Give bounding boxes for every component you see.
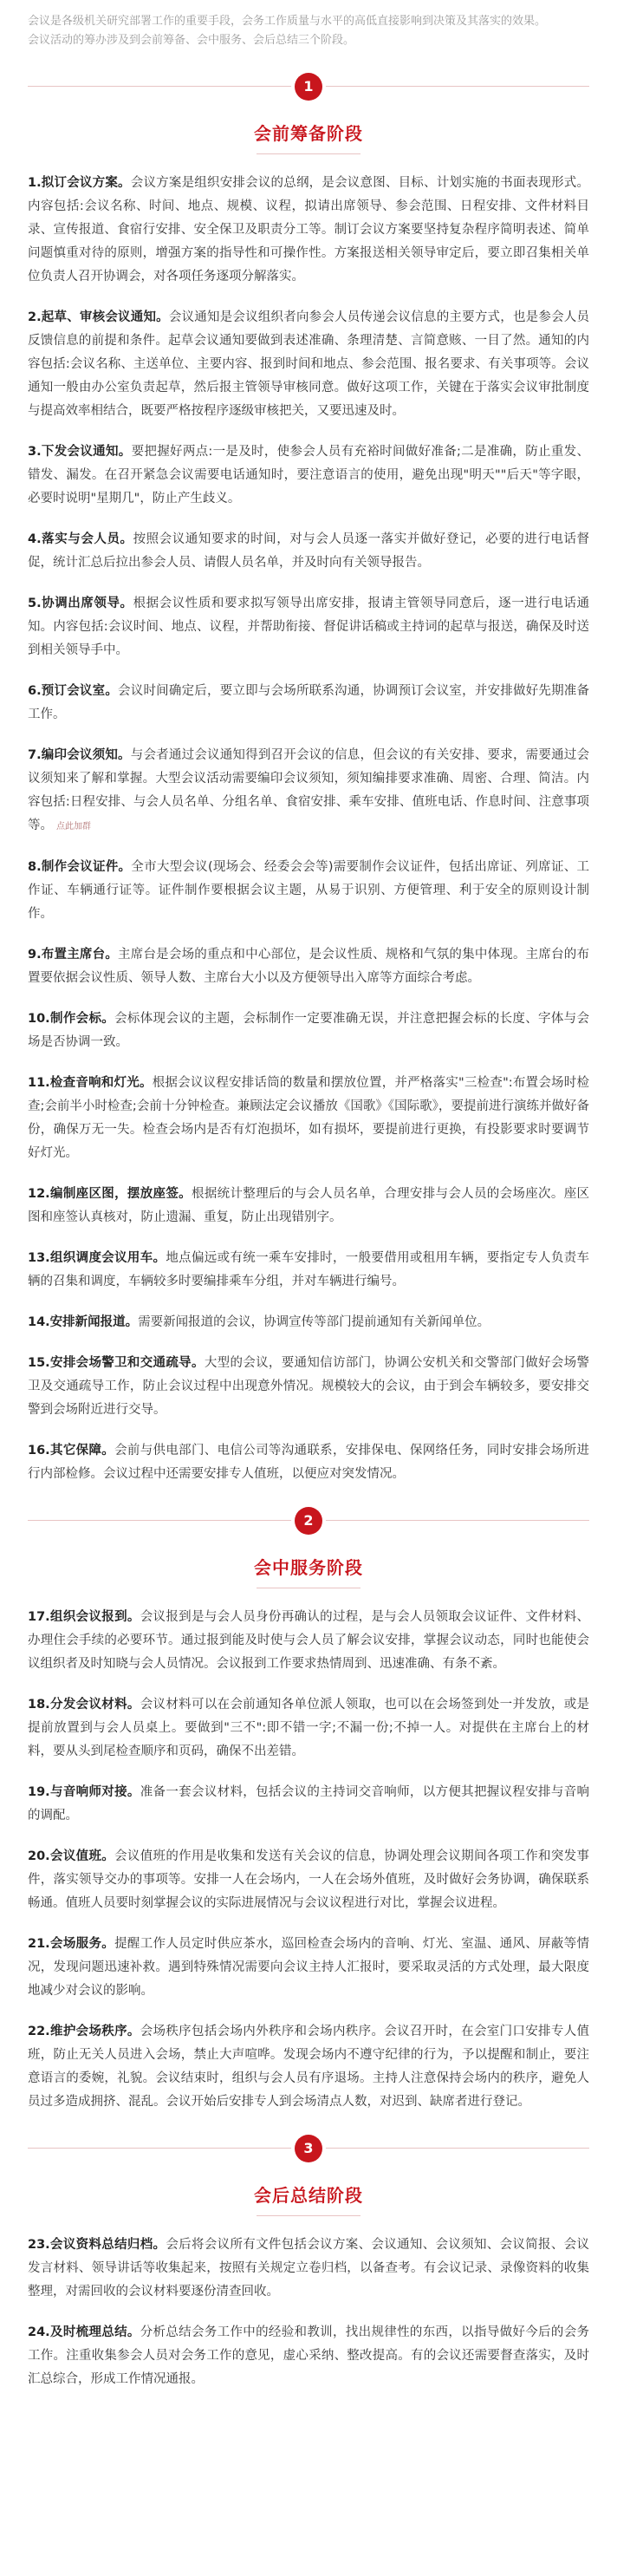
section-number-badge: 1 — [295, 73, 322, 101]
item-body: 提醒工作人员定时供应茶水，巡回检查会场内的音响、灯光、室温、通风、屏蔽等情况，发现问题迅速补救。遇到特殊情况需要向会议主持人汇报时，要采取灵活的方式处理，最大限度地减少对会议的影响。 — [28, 1937, 590, 1998]
item-body: 会标体现会议的主题，会标制作一定要准确无误，并注意把握会标的长度、字体与会场是否协调一致。 — [28, 1012, 590, 1049]
item-body: 会议材料可以在会前通知各单位派人领取，也可以在会场签到处一并发放，或是提前放置到与会人员桌上。要做到"三不":即不错一字;不漏一份;不掉一人。对提供在主席台上的材料，要从头到尾检查顺序和页码，确保不出差错。 — [28, 1698, 590, 1758]
section-divider — [28, 69, 589, 104]
item-body: 会议报到是与会人员身份再确认的过程，是与会人员领取会议证件、文件材料、办理住会手续的必要环节。通过报到能及时使与会人员了解会议安排，掌握会议动态，同时也能使会议组织者及时知晓与会人员情况。会议报到工作要求热情周到、迅速准确、有条不紊。 — [28, 1610, 590, 1671]
item-body: 主席台是会场的重点和中心部位，是会议性质、规格和气氛的集中体现。主席台的布置要依据会议性质、领导人数、主席台大小以及方便领导出入席等方面综合考虑。 — [28, 948, 589, 985]
item-title: 6.预订会议室。 — [28, 684, 119, 698]
item-title: 1.拟订会议方案。 — [28, 176, 131, 190]
section-header — [28, 69, 589, 154]
item-title: 19.与音响师对接。 — [28, 1785, 140, 1799]
item-body: 准备一套会议材料，包括会议的主持词交音响师，以方便其把握议程安排与音响的调配。 — [28, 1785, 590, 1823]
item-title: 23.会议资料总结归档。 — [28, 2238, 166, 2252]
item-body: 会后将会议所有文件包括会议方案、会议通知、会议须知、会议简报、会议发言材料、领导讲话等收集起来，按照有关规定立卷归档，以备查考。有会议记录、录像资料的收集整理，对需回收的会议材料要逐份清查回收。 — [28, 2238, 589, 2299]
item-body: 会议方案是组织安排会议的总纲，是会议意图、目标、计划实施的书面表现形式。内容包括:会议名称、时间、地点、规模、议程，拟请出席领导、参会范围、日程安排、文件材料目录、宣传报道、食宿行安排、安全保卫及职责分工等。制订会议方案要坚持复杂程序简明表述、简单问题慎重对待的原则，增强方案的指导性和可操作性。方案报送相关领导审定后，要立即召集相关单位负责人召开协调会，对各项任务逐项分解落实。 — [28, 176, 589, 284]
item-body: 地点偏远或有统一乘车安排时，一般要借用或租用车辆，要指定专人负责车辆的召集和调度，车辆较多时要编排乘车分组，并对车辆进行编号。 — [28, 1251, 589, 1288]
guideline-item — [28, 1311, 589, 1334]
item-title: 10.制作会标。 — [28, 1012, 115, 1026]
title-underline — [257, 153, 360, 154]
guideline-item — [28, 592, 589, 662]
item-title: 5.协调出席领导。 — [28, 597, 133, 610]
guideline-item — [28, 856, 589, 926]
item-body: 会议值班的作用是收集和发送有关会议的信息，协调处理会议期间各项工作和突发事件，落实领导交办的事项等。安排一人在会场内，一人在会场外值班，及时做好会务协调，确保联系畅通。值班人员要时刻掌握会议的实际进展情况与会议议程进行对比，掌握会议进程。 — [28, 1849, 590, 1910]
guideline-item — [28, 1781, 589, 1828]
section-title: 会前筹备阶段 — [254, 123, 363, 144]
section-header — [28, 1503, 589, 1588]
item-title: 13.组织调度会议用车。 — [28, 1251, 166, 1265]
guideline-item — [28, 1845, 589, 1915]
section-number-badge: 3 — [295, 2135, 322, 2162]
inline-note-link[interactable]: 点此加群 — [56, 822, 91, 831]
item-body: 与会者通过会议通知得到召开会议的信息，但会议的有关安排、要求，需要通过会议须知来了解和掌握。大型会议活动需要编印会议须知，须知编排要求准确、周密、合理、简洁。内容包括:日程安排、与会人员名单、分组名单、食宿安排、乘车安排、值班电话、作息时间、注意事项等。 — [28, 748, 589, 832]
item-body: 根据会议议程安排话筒的数量和摆放位置，并严格落实"三检查":布置会场时检查;会前半小时检查;会前十分钟检查。兼顾法定会议播放《国歌》《国际歌》，要提前进行演练并做好备份，确保万无一失。检查会场内是否有灯泡损坏，如有损坏，要提前进行更换，有投影要求时要调节好灯光。 — [28, 1076, 589, 1160]
guideline-item — [28, 744, 589, 838]
item-title: 9.布置主席台。 — [28, 948, 119, 962]
section — [28, 2131, 589, 2391]
item-body: 大型的会议，要通知信访部门，协调公安机关和交警部门做好会场警卫及交通疏导工作，防止会议过程中出现意外情况。规模较大的会议，由于到会车辆较多，要安排交警到会场附近进行交导。 — [28, 1356, 590, 1417]
guideline-item — [28, 1008, 589, 1054]
guideline-item — [28, 2234, 589, 2304]
item-title: 11.检查音响和灯光。 — [28, 1076, 153, 1090]
item-title: 22.维护会场秩序。 — [28, 2025, 140, 2038]
sections-container — [28, 69, 589, 2391]
guideline-item — [28, 172, 589, 289]
guideline-item — [28, 1439, 589, 1486]
guideline-item — [28, 1606, 589, 1676]
section — [28, 1503, 589, 2114]
item-title: 16.其它保障。 — [28, 1444, 115, 1458]
item-body: 会前与供电部门、电信公司等沟通联系，安排保电、保网络任务，同时安排会场所进行内部检修。会议过程中还需要安排专人值班，以便应对突发情况。 — [28, 1444, 590, 1481]
item-title: 7.编印会议须知。 — [28, 748, 131, 762]
item-body: 全市大型会议(现场会、经委会会等)需要制作会议证件，包括出席证、列席证、工作证、车辆通行证等。证件制作要根据会议主题，从易于识别、方便管理、利于安全的原则设计制作。 — [28, 860, 589, 921]
guideline-item — [28, 943, 589, 990]
section — [28, 69, 589, 1486]
section-title: 会后总结阶段 — [254, 2185, 363, 2206]
guideline-item — [28, 1183, 589, 1229]
item-body: 会议通知是会议组织者向参会人员传递会议信息的主要方式，也是参会人员反馈信息的前提和条件。起草会议通知要做到表述准确、条理清楚、言简意赅、一目了然。通知的内容包括:会议名称、主送单位、主要内容、报到时间和地点、参会范围、报名要求、有关事项等。会议通知一般由办公室负责起草，然后报主管领导审核同意。做好这项工作，关键在于落实会议审批制度与提高效率相结合，既要严格按程序逐级审核把关，又要迅速及时。 — [28, 310, 589, 418]
intro-paragraph: 会议活动的筹办涉及到会前筹备、会中服务、会后总结三个阶段。 — [28, 34, 355, 47]
item-body: 需要新闻报道的会议，协调宣传等部门提前通知有关新闻单位。 — [138, 1315, 490, 1329]
item-body: 按照会议通知要求的时间，对与会人员逐一落实并做好登记，必要的进行电话督促，统计汇总后拉出参会人员、请假人员名单，并及时向有关领导报告。 — [28, 532, 589, 570]
item-title: 8.制作会议证件。 — [28, 860, 132, 874]
guideline-item — [28, 2020, 589, 2114]
item-body: 根据统计整理后的与会人员名单，合理安排与会人员的会场座次。座区图和座签认真核对，防止遗漏、重复，防止出现错别字。 — [28, 1187, 590, 1224]
item-title: 3.下发会议通知。 — [28, 445, 132, 459]
item-title: 15.安排会场警卫和交通疏导。 — [28, 1356, 205, 1370]
item-title: 18.分发会议材料。 — [28, 1698, 140, 1712]
guideline-item — [28, 440, 589, 511]
item-body: 要把握好两点:一是及时，使参会人员有充裕时间做好准备;二是准确，防止重发、错发、漏发。在召开紧急会议需要电话通知时，要注意语言的使用，避免出现"明天""后天"等字眼，必要时说明"星期几"，防止产生歧义。 — [28, 445, 589, 505]
item-body: 会议时间确定后，要立即与会场所联系沟通，协调预订会议室，并安排做好先期准备工作。 — [28, 684, 589, 721]
guideline-item — [28, 306, 589, 423]
item-title: 4.落实与会人员。 — [28, 532, 133, 546]
guideline-item — [28, 528, 589, 575]
section-header — [28, 2131, 589, 2216]
guideline-item — [28, 1352, 589, 1422]
guideline-item — [28, 2321, 589, 2391]
guideline-item — [28, 1693, 589, 1764]
section-title: 会中服务阶段 — [254, 1557, 363, 1578]
intro-paragraph: 会议是各级机关研究部署工作的重要手段，会务工作质量与水平的高低直接影响到决策及其落实的效果。 — [28, 15, 547, 28]
item-title: 14.安排新闻报道。 — [28, 1315, 139, 1329]
section-number-badge: 2 — [295, 1507, 322, 1535]
guideline-item — [28, 1933, 589, 2003]
intro — [28, 12, 589, 50]
item-title: 12.编制座区图，摆放座签。 — [28, 1187, 192, 1201]
section-divider — [28, 2131, 589, 2166]
guideline-item — [28, 1247, 589, 1294]
guideline-item — [28, 1072, 589, 1165]
guideline-item — [28, 680, 589, 727]
title-underline — [257, 2215, 360, 2216]
item-title: 20.会议值班。 — [28, 1849, 115, 1863]
item-title: 24.及时梳理总结。 — [28, 2325, 140, 2339]
item-title: 2.起草、审核会议通知。 — [28, 310, 169, 324]
section-divider — [28, 1503, 589, 1538]
item-body: 分析总结会务工作中的经验和教训，找出规律性的东西，以指导做好今后的会务工作。注重收集参会人员对会务工作的意见，虚心采纳、整改提高。有的会议还需要督查落实，及时汇总综合，形成工作情况通报。 — [28, 2325, 590, 2386]
item-title: 17.组织会议报到。 — [28, 1610, 140, 1624]
item-body: 会场秩序包括会场内外秩序和会场内秩序。会议召开时，在会室门口安排专人值班，防止无关人员进入会场，禁止大声喧哗。发现会场内不遵守纪律的行为，予以提醒和制止，要注意语言的委婉，礼貌。会议结束时，组织与会人员有序退场。主持人注意保持会场内的秩序，避免人员过多造成拥挤、混乱。会议开始后安排专人到会场清点人数，对迟到、缺席者进行登记。 — [28, 2025, 590, 2109]
item-title: 21.会场服务。 — [28, 1937, 115, 1951]
item-body: 根据会议性质和要求拟写领导出席安排，报请主管领导同意后，逐一进行电话通知。内容包括:会议时间、地点、议程，并帮助衔接、督促讲话稿或主持词的起草与报送，确保及时送到相关领导手中。 — [28, 597, 589, 657]
